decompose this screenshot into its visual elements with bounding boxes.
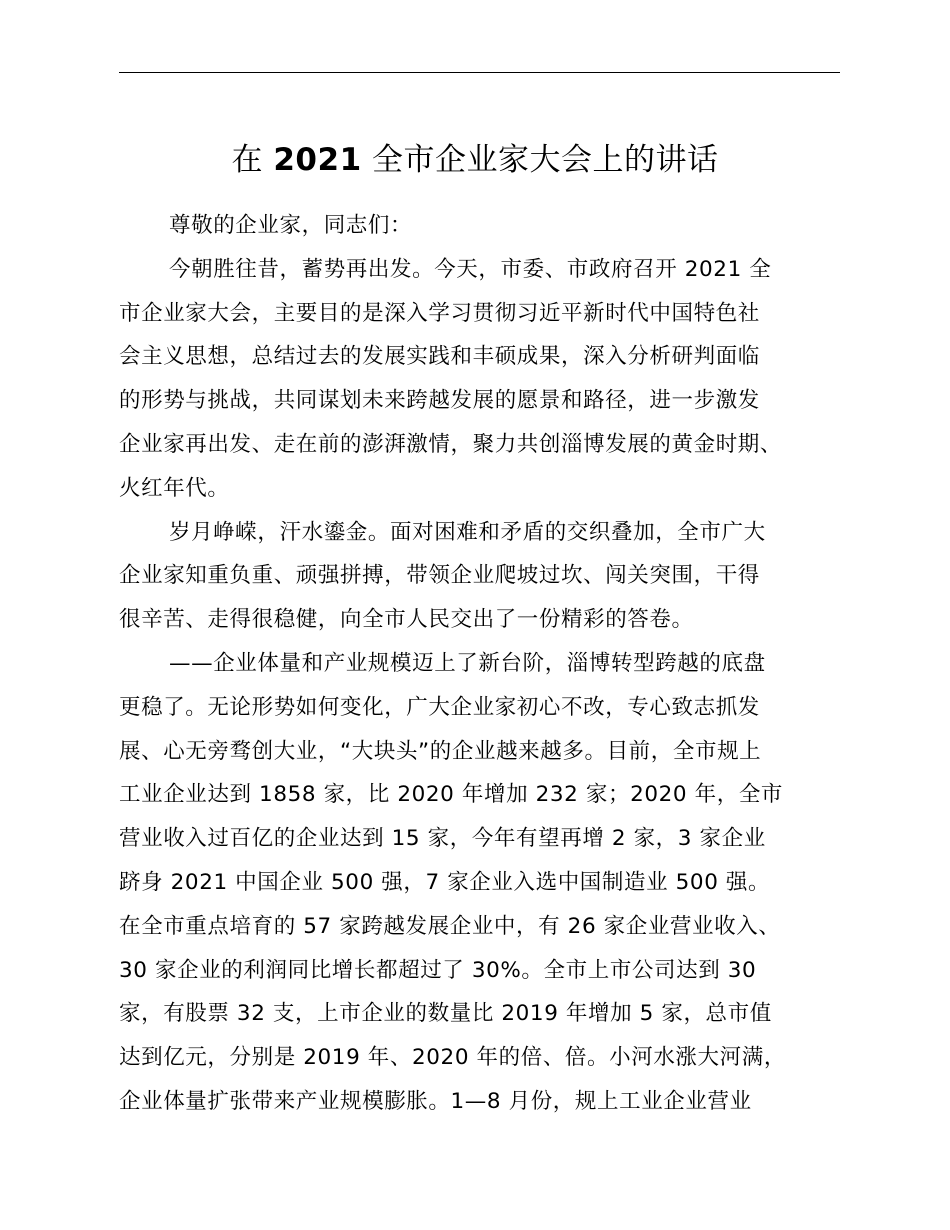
text-line: 企业家再出发、走在前的澎湃激情，聚力共创淄博发展的黄金时期、 — [119, 431, 783, 457]
document-title — [0, 138, 950, 182]
text-line: 火红年代。 — [119, 475, 230, 501]
text-line: 跻身 2021 中国企业 500 强，7 家企业入选中国制造业 500 强。 — [119, 869, 771, 895]
text-line: 企业体量扩张带来产业规模膨胀。1—8 月份，规上工业企业营业 — [119, 1088, 752, 1114]
text-line: 很辛苦、走得很稳健，向全市人民交出了一份精彩的答卷。 — [119, 607, 694, 633]
text-line: 岁月峥嵘，汗水鎏金。面对困难和矛盾的交织叠加，全市广大 — [169, 519, 766, 545]
text-line: 营业收入过百亿的企业达到 15 家，今年有望再增 2 家，3 家企业 — [119, 826, 766, 852]
text-line: 在全市重点培育的 57 家跨越发展企业中，有 26 家企业营业收入、 — [119, 913, 781, 939]
text-line: 今朝胜往昔，蓄势再出发。今天，市委、市政府召开 2021 全 — [169, 256, 772, 282]
salutation: 尊敬的企业家，同志们： — [169, 213, 413, 238]
text-line: 的形势与挑战，共同谋划未来跨越发展的愿景和路径，进一步激发 — [119, 388, 760, 414]
text-line: 工业企业达到 1858 家，比 2020 年增加 232 家；2020 年，全市 — [119, 782, 784, 808]
title-year: 2021 — [273, 142, 362, 178]
text-line: 更稳了。无论形势如何变化，广大企业家初心不改，专心致志抓发 — [119, 694, 760, 720]
header-rule — [119, 72, 840, 73]
text-line: 家，有股票 32 支，上市企业的数量比 2019 年增加 5 家，总市值 — [119, 1001, 772, 1027]
text-line: 达到亿元，分别是 2019 年、2020 年的倍、倍。小河水涨大河满， — [119, 1045, 786, 1071]
text-line: 会主义思想，总结过去的发展实践和丰硕成果，深入分析研判面临 — [119, 344, 760, 370]
text-line: 市企业家大会，主要目的是深入学习贯彻习近平新时代中国特色社 — [119, 300, 760, 326]
text-line: ——企业体量和产业规模迈上了新台阶，淄博转型跨越的底盘 — [169, 650, 766, 676]
text-line: 展、心无旁骛创大业，“大块头”的企业越来越多。目前，全市规上 — [119, 738, 762, 764]
text-line: 企业家知重负重、顽强拼搏，带领企业爬坡过坎、闯关突围，干得 — [119, 563, 760, 589]
text-line: 30 家企业的利润同比增长都超过了 30%。全市上市公司达到 30 — [119, 957, 757, 983]
title-prefix: 在 — [231, 142, 263, 178]
speech-body — [119, 204, 854, 1124]
title-suffix: 全市企业家大会上的讲话 — [372, 142, 719, 178]
